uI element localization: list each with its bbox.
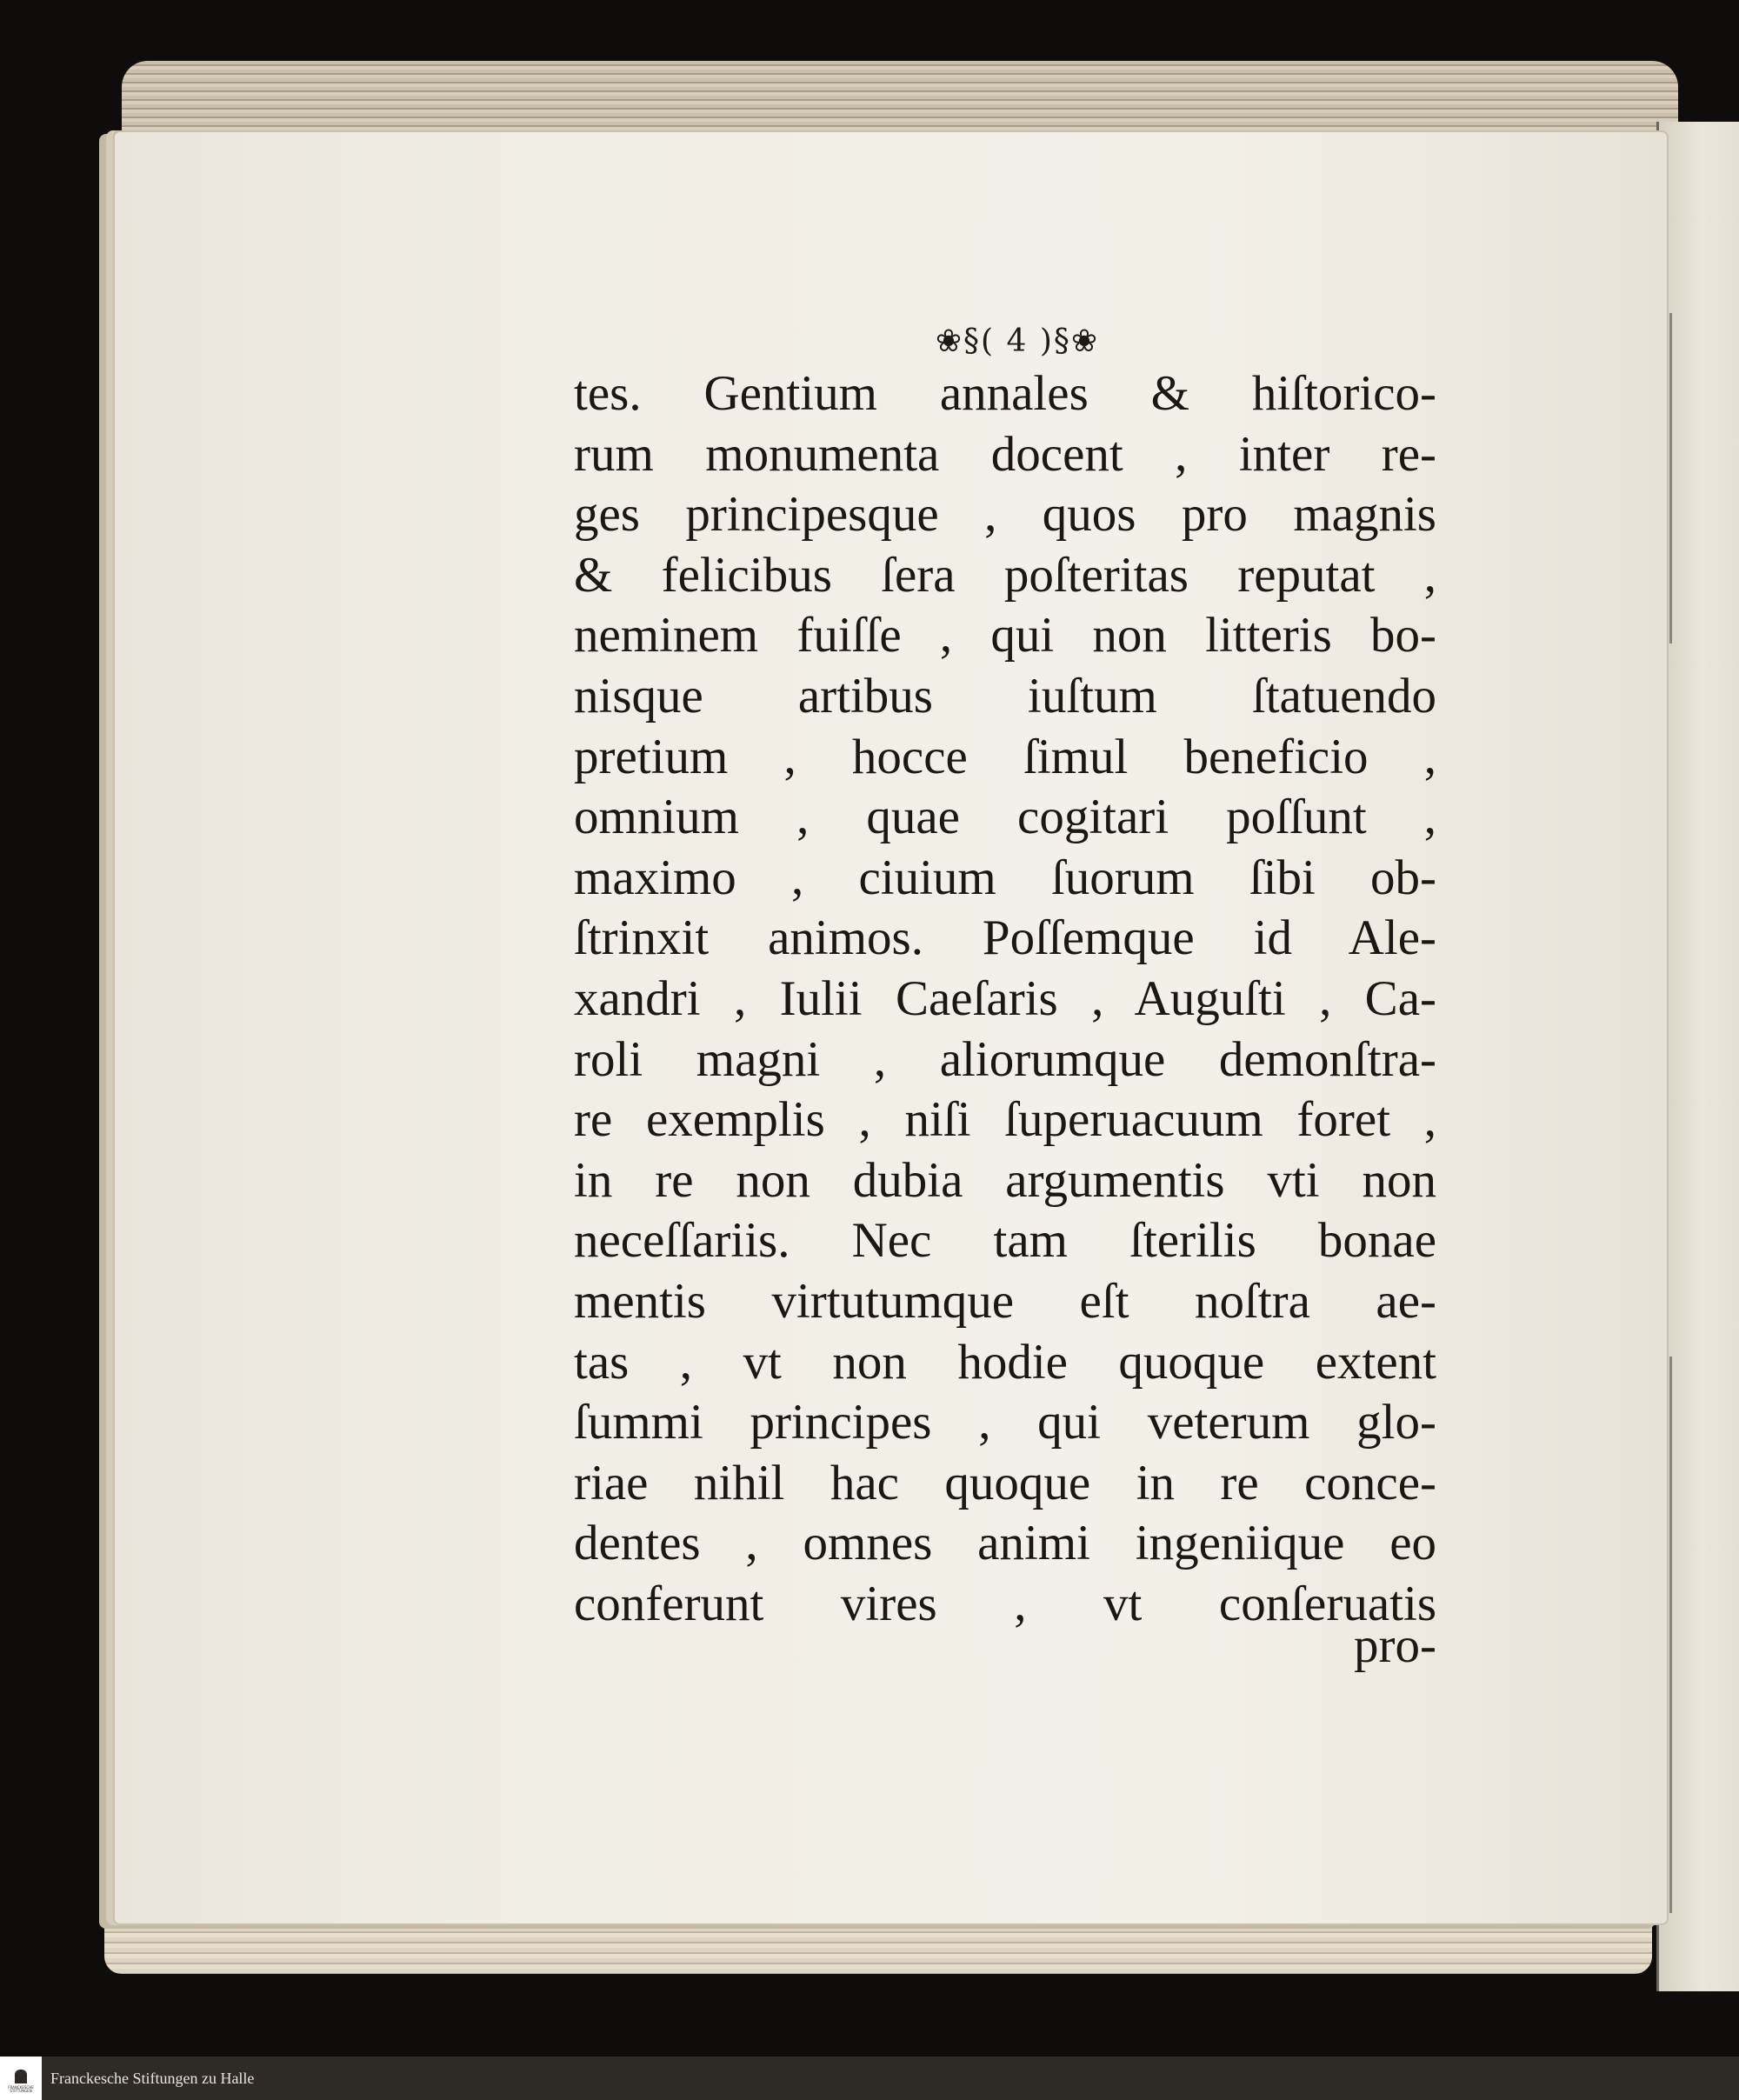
page-number-head: ❀§( 4 )§❀ xyxy=(935,323,1100,359)
text-line: dentes , omnes animi ingeniique eo xyxy=(574,1516,1436,1571)
text-line: ſtrinxit animos. Poſſemque id Ale- xyxy=(574,910,1436,966)
text-line: neceſſariis. Nec tam ſterilis bonae xyxy=(574,1213,1436,1269)
text-line: omnium , quae cogitari poſſunt , xyxy=(574,790,1436,845)
text-line: ſummi principes , qui veterum glo- xyxy=(574,1395,1436,1450)
text-line: conferunt vires , vt conſeruatis xyxy=(574,1576,1436,1631)
text-line: mentis virtutumque eſt noſtra ae- xyxy=(574,1273,1436,1329)
institution-name[interactable]: Franckesche Stiftungen zu Halle xyxy=(50,2069,255,2087)
logo-caption: FRANCKESCHE STIFTUNGEN xyxy=(8,2084,34,2093)
text-line: nisque artibus iuſtum ſtatuendo xyxy=(574,668,1436,723)
body-text xyxy=(574,363,1436,1634)
viewer-footer xyxy=(0,2057,1739,2100)
text-line: riae nihil hac quoque in re conce- xyxy=(574,1455,1436,1510)
text-line: re exemplis , niſi ſuperuacuum foret , xyxy=(574,1092,1436,1148)
text-line: pretium , hocce ſimul beneficio , xyxy=(574,729,1436,784)
institution-logo[interactable] xyxy=(0,2057,42,2100)
text-line: tas , vt non hodie quoque extent xyxy=(574,1334,1436,1390)
text-line: maximo , ciuium ſuorum ſibi ob- xyxy=(574,850,1436,905)
text-line: neminem fuiſſe , qui non litteris bo- xyxy=(574,608,1436,663)
facing-page-rule xyxy=(1669,313,1672,643)
facing-page-rule xyxy=(1669,1357,1672,1913)
text-line: roli magni , aliorumque demonſtra- xyxy=(574,1031,1436,1087)
orphanage-icon xyxy=(15,2070,27,2083)
text-line: & felicibus ſera poſteritas reputat , xyxy=(574,547,1436,603)
text-line: tes. Gentium annales & hiſtorico- xyxy=(574,366,1436,421)
catchword: pro- xyxy=(1354,1618,1436,1673)
text-line: ges principesque , quos pro magnis xyxy=(574,487,1436,543)
text-line: in re non dubia argumentis vti non xyxy=(574,1152,1436,1208)
text-line: xandri , Iulii Caeſaris , Auguſti , Ca- xyxy=(574,970,1436,1026)
text-line: rum monumenta docent , inter re- xyxy=(574,426,1436,482)
